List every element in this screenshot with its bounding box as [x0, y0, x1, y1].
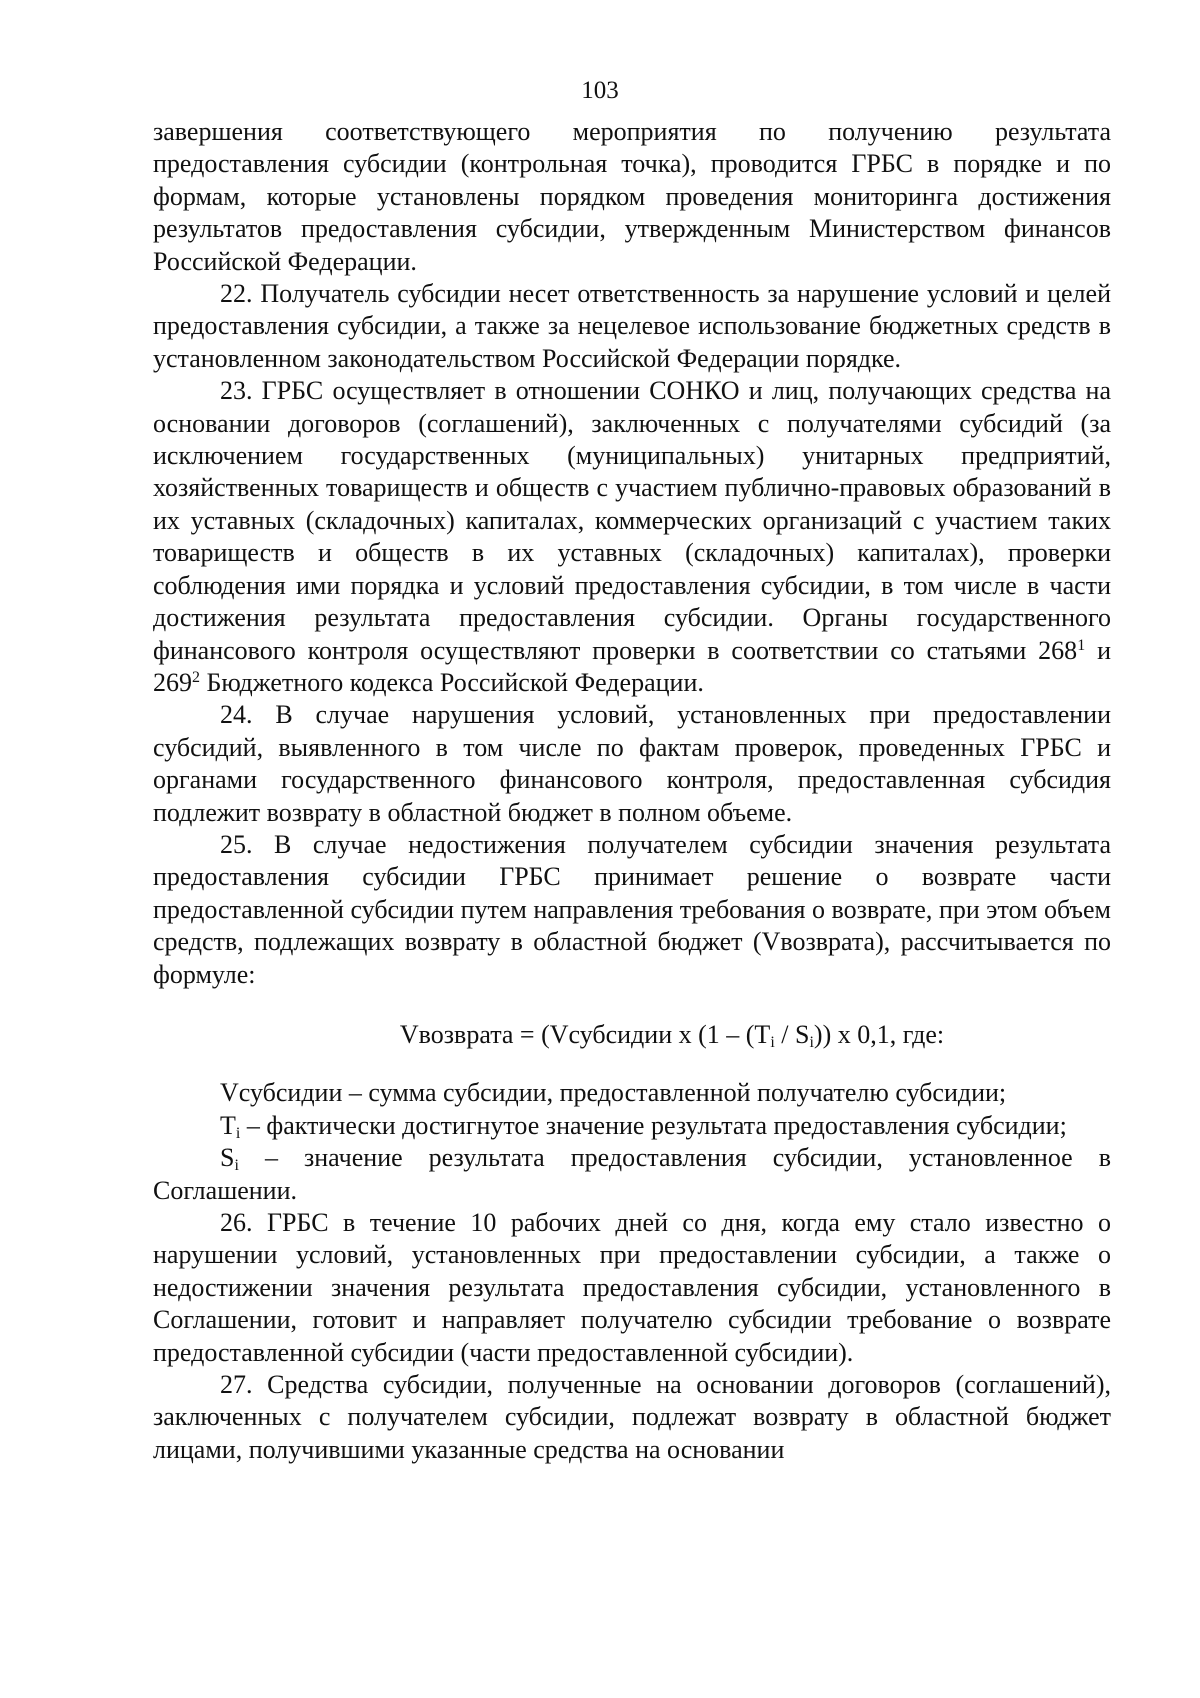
paragraph-23-text-a: 23. ГРБС осуществляет в отношении СОНКО и лиц, получающих средства на основании договоров (соглашений), заключенных с получателями субсидий (за исключением государственных (муниципальных) унитарных предприятий, хозяйственных товариществ и обществ с участием публично-правовых образований в их уставных (складочных) капиталах, коммерческих организаций с участием таких товариществ и обществ в их уставных (складочных) капиталах), проверки соблюдения ими порядка и условий предоставления субсидии, в том числе в части достижения результата предоставления субсидии. Органы государственного финансового контроля осуществляют проверки в соответствии со статьями 268: [153, 376, 1111, 665]
formula-part-1: Vвозврата = (Vсубсидии х (1 – (T: [399, 1019, 771, 1049]
definition-s-text: – значение результата предоставления субсидии, установленное в Соглашении.: [153, 1143, 1111, 1205]
formula-part-3: )) х 0,1, где:: [813, 1019, 945, 1049]
page-number: 103: [581, 77, 619, 104]
superscript-269: 2: [192, 668, 200, 686]
definition-t-symbol: T: [220, 1110, 236, 1140]
paragraph-26: 26. ГРБС в течение 10 рабочих дней со дня, когда ему стало известно о нарушении условий, установленных при предоставлении субсидии, а также о недостижении значения результата предоставления субсидии, установленного в Соглашении, готовит и направляет получателю субсидии требование о возврате предоставленной субсидии (части предоставленной субсидии).: [153, 1208, 1111, 1367]
document-body: [153, 116, 1111, 1466]
definition-t: [153, 1110, 1111, 1142]
definition-s-symbol: S: [220, 1143, 235, 1173]
definition-s-subscript: i: [234, 1157, 239, 1175]
definition-t-text: – фактически достигнутое значение результата предоставления субсидии;: [240, 1110, 1067, 1140]
definition-v-subsidy: Vсубсидии – сумма субсидии, предоставленной получателю субсидии;: [220, 1078, 1007, 1108]
formula: [153, 1019, 1111, 1051]
paragraph-continuation: завершения соответствующего мероприятия по получению результата предоставления субсидии (контрольная точка), проводится ГРБС в порядке и по формам, которые установлены порядком проведения мониторинга достижения результатов предоставления субсидии, утвержденным Министерством финансов Российской Федерации.: [153, 117, 1111, 276]
paragraph-23-text-c: Бюджетного кодекса Российской Федерации.: [200, 667, 704, 697]
formula-subscript-t: i: [770, 1033, 775, 1051]
paragraph-23-text-b: и 269: [153, 635, 1111, 697]
formula-part-2: / S: [774, 1019, 810, 1049]
superscript-268: 1: [1077, 636, 1086, 654]
paragraph-22: 22. Получатель субсидии несет ответственность за нарушение условий и целей предоставления субсидии, а также за нецелевое использование бюджетных средств в установленном законодательством Российской Федерации порядке.: [153, 279, 1111, 373]
formula-subscript-s: i: [809, 1033, 814, 1051]
paragraph-27: 27. Средства субсидии, полученные на основании договоров (соглашений), заключенных с получателем субсидии, подлежат возврату в областной бюджет лицами, получившими указанные средства на основании: [153, 1370, 1111, 1464]
paragraph-25: 25. В случае недостижения получателем субсидии значения результата предоставления субсидии ГРБС принимает решение о возврате части предоставленной субсидии путем направления требования о возврате, при этом объем средств, подлежащих возврату в областной бюджет (Vвозврата), рассчитывается по формуле:: [153, 829, 1111, 989]
definition-s: [153, 1142, 1111, 1207]
paragraph-24: 24. В случае нарушения условий, установленных при предоставлении субсидий, выявленного в том числе по фактам проверок, проведенных ГРБС и органами государственного финансового контроля, предоставленная субсидия подлежит возврату в областной бюджет в полном объеме.: [153, 700, 1111, 827]
paragraph-23: [153, 375, 1111, 699]
definition-t-subscript: i: [235, 1124, 241, 1142]
